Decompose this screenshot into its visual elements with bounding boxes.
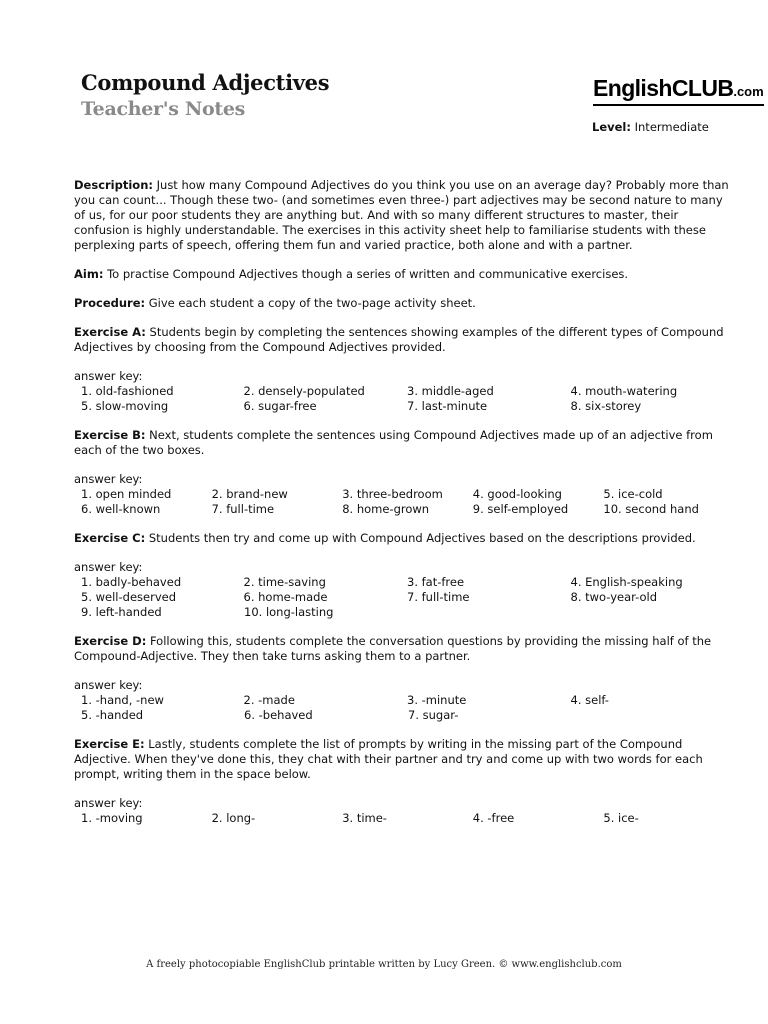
- answer-item: 3. -minute: [407, 693, 467, 707]
- answer-item: 2. -made: [243, 693, 295, 707]
- answer-row: [74, 693, 734, 708]
- description-text: Just how many Compound Adjectives do you think you use on an average day? Probably more than you can count... Though these two- (and sometimes even three-) part adjectives may be second nature to many of us, for our poor students they are anything but. And with so many different structures to master, their confusion is highly understandable. The exercises in this activity sheet help to familiarise students with these perplexing parts of speech, offering them fun and varied practice, both alone and with a partner.: [74, 178, 729, 252]
- answer-item: 6. sugar-free: [243, 399, 317, 413]
- exercise-e-section: [74, 737, 734, 782]
- answer-row: [74, 487, 734, 502]
- answer-item: 3. middle-aged: [407, 384, 494, 398]
- procedure-text: Give each student a copy of the two-page activity sheet.: [148, 296, 476, 310]
- level-value: Intermediate: [634, 120, 709, 134]
- answer-item: 8. home-grown: [342, 502, 430, 516]
- answer-key-label: answer key:: [74, 560, 143, 574]
- answer-item: 1. old-fashioned: [81, 384, 174, 398]
- answer-item: 4. self-: [570, 693, 609, 707]
- procedure-label: Procedure:: [74, 296, 146, 310]
- logo-main: EnglishCLUB: [593, 75, 734, 101]
- answer-key-label: answer key:: [74, 369, 143, 383]
- englishclub-logo: [593, 76, 764, 106]
- answer-key-label: answer key:: [74, 796, 143, 810]
- description-section: [74, 178, 734, 253]
- answer-row: [74, 708, 734, 723]
- logo-suffix: .com: [733, 84, 764, 99]
- answer-row: [74, 811, 734, 826]
- exercise-e-answer-key: [74, 796, 734, 826]
- answer-row: [74, 605, 734, 620]
- exercise-e-text: Lastly, students complete the list of prompts by writing in the missing part of the Compound Adjective. When they've done this, they chat with their partner and try and come up with two words for each prompt, writing them in the space below.: [74, 737, 703, 781]
- exercise-b-section: [74, 428, 734, 458]
- answer-key-label: answer key:: [74, 678, 143, 692]
- exercise-a-answer-key: [74, 369, 734, 414]
- exercise-c-label: Exercise C:: [74, 531, 146, 545]
- answer-item: 5. -handed: [81, 708, 144, 722]
- answer-item: 2. densely-populated: [243, 384, 365, 398]
- aim-label: Aim:: [74, 267, 104, 281]
- aim-section: [74, 267, 734, 282]
- answer-item: 1. open minded: [81, 487, 172, 501]
- exercise-e-label: Exercise E:: [74, 737, 145, 751]
- answer-item: 2. time-saving: [243, 575, 326, 589]
- exercise-d-label: Exercise D:: [74, 634, 147, 648]
- answer-item: 6. -behaved: [244, 708, 313, 722]
- page-title: Compound Adjectives: [81, 70, 330, 95]
- exercise-d-section: [74, 634, 734, 664]
- exercise-d-text: Following this, students complete the conversation questions by providing the missing half of the Compound-Adjective. They then take turns asking them to a partner.: [74, 634, 712, 663]
- answer-item: 6. home-made: [243, 590, 328, 604]
- answer-item: 10. second hand: [603, 502, 699, 516]
- answer-item: 8. two-year-old: [570, 590, 658, 604]
- answer-item: 5. well-deserved: [81, 590, 176, 604]
- teacher-notes-body: [74, 178, 734, 840]
- description-label: Description:: [74, 178, 153, 192]
- answer-row: [74, 590, 734, 605]
- answer-item: 4. mouth-watering: [570, 384, 678, 398]
- exercise-b-label: Exercise B:: [74, 428, 146, 442]
- page-subtitle: Teacher's Notes: [81, 98, 246, 120]
- exercise-a-text: Students begin by completing the sentences showing examples of the different types of Compound Adjectives by choosing from the Compound Adjectives provided.: [74, 325, 724, 354]
- answer-item: 7. full-time: [407, 590, 470, 604]
- exercise-c-answer-key: [74, 560, 734, 620]
- answer-item: 2. long-: [211, 811, 256, 825]
- answer-item: 5. slow-moving: [81, 399, 169, 413]
- answer-item: 1. -hand, -new: [81, 693, 164, 707]
- answer-item: 6. well-known: [81, 502, 161, 516]
- exercise-a-label: Exercise A:: [74, 325, 146, 339]
- level-label: Level:: [592, 120, 631, 134]
- exercise-a-section: [74, 325, 734, 355]
- exercise-c-text: Students then try and come up with Compound Adjectives based on the descriptions provided.: [148, 531, 696, 545]
- answer-row: [74, 575, 734, 590]
- level-info: [592, 120, 709, 134]
- answer-item: 5. ice-: [603, 811, 639, 825]
- exercise-b-text: Next, students complete the sentences using Compound Adjectives made up of an adjective from each of the two boxes.: [74, 428, 713, 457]
- exercise-c-section: [74, 531, 734, 546]
- answer-row: [74, 502, 734, 517]
- answer-item: 5. ice-cold: [603, 487, 663, 501]
- procedure-section: [74, 296, 734, 311]
- page-footer: A freely photocopiable EnglishClub printable written by Lucy Green. © www.englishclub.com: [146, 959, 622, 970]
- answer-item: 7. sugar-: [408, 708, 459, 722]
- answer-item: 9. left-handed: [81, 605, 162, 619]
- answer-item: 9. self-employed: [472, 502, 569, 516]
- answer-item: 7. full-time: [211, 502, 275, 516]
- answer-item: 2. brand-new: [211, 487, 288, 501]
- answer-item: 1. -moving: [81, 811, 143, 825]
- answer-item: 4. -free: [472, 811, 515, 825]
- answer-item: 3. time-: [342, 811, 387, 825]
- answer-item: 1. badly-behaved: [81, 575, 182, 589]
- answer-item: 10. long-lasting: [244, 605, 334, 619]
- answer-item: 7. last-minute: [407, 399, 488, 413]
- aim-text: To practise Compound Adjectives though a series of written and communicative exercises.: [107, 267, 629, 281]
- answer-item: 8. six-storey: [570, 399, 642, 413]
- exercise-d-answer-key: [74, 678, 734, 723]
- answer-row: [74, 384, 734, 399]
- answer-item: 3. three-bedroom: [342, 487, 443, 501]
- answer-item: 3. fat-free: [407, 575, 465, 589]
- exercise-b-answer-key: [74, 472, 734, 517]
- answer-item: 4. good-looking: [472, 487, 562, 501]
- answer-key-label: answer key:: [74, 472, 143, 486]
- answer-item: 4. English-speaking: [570, 575, 683, 589]
- answer-row: [74, 399, 734, 414]
